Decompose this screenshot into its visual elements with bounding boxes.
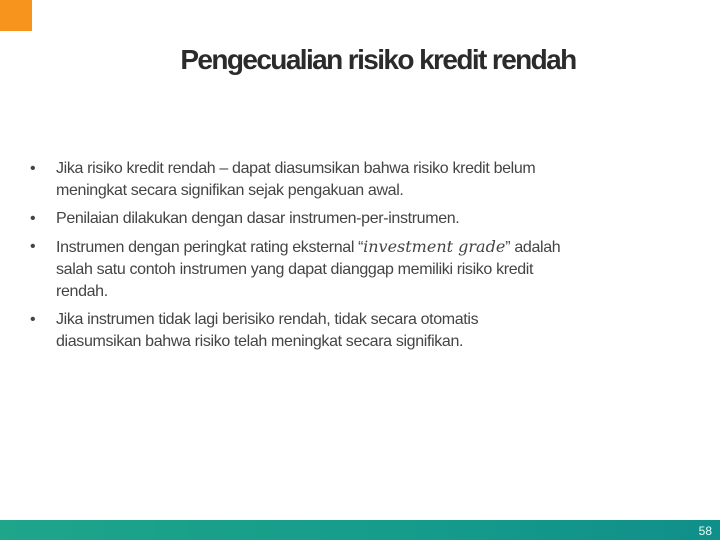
bullet-text: Instrumen dengan peringkat rating eksternal “ xyxy=(56,239,364,256)
bullet-line: meningkat secara signifikan sejak pengakuan awal. xyxy=(56,182,404,199)
bullet-text: ” adalah xyxy=(505,239,561,256)
slide-title: Pengecualian risiko kredit rendah xyxy=(180,44,576,75)
bullet-line xyxy=(56,236,690,259)
bullet-item xyxy=(30,158,690,202)
accent-square xyxy=(0,0,32,31)
footer-bar xyxy=(0,520,720,540)
bullet-list xyxy=(30,158,690,359)
bullet-item xyxy=(30,208,690,230)
bullet-item xyxy=(30,309,690,353)
bullet-line: salah satu contoh instrumen yang dapat dianggap memiliki risiko kredit xyxy=(56,261,534,278)
page-number: 58 xyxy=(698,524,712,538)
bullet-line: • Jika risiko kredit rendah – dapat diasumsikan bahwa risiko kredit belum xyxy=(56,160,536,177)
bullet-line: • Penilaian dilakukan dengan dasar instrumen-per-instrumen. xyxy=(56,210,460,227)
bullet-line: rendah. xyxy=(56,283,108,300)
bullet-line: • Jika instrumen tidak lagi berisiko rendah, tidak secara otomatis xyxy=(56,311,479,328)
bullet-line: diasumsikan bahwa risiko telah meningkat secara signifikan. xyxy=(56,333,464,350)
emphasized-term: investment grade xyxy=(363,237,506,256)
bullet-item xyxy=(30,236,690,303)
